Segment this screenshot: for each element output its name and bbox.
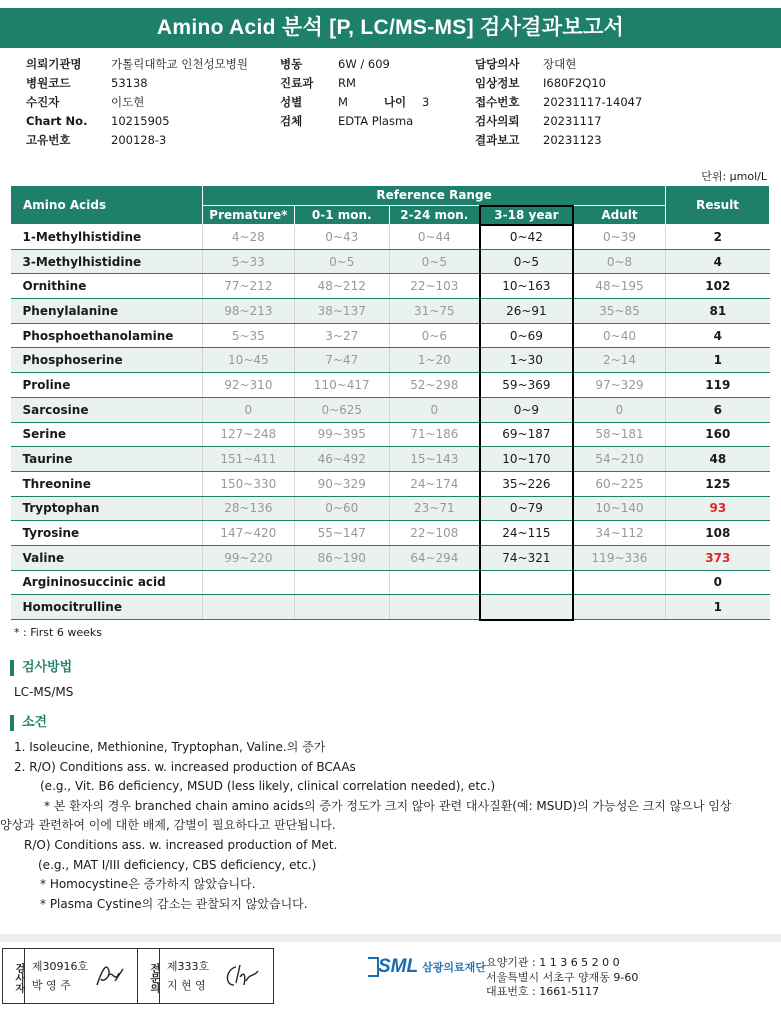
range-cell-adult: 60~225 xyxy=(573,471,666,496)
header-adult: Adult xyxy=(573,206,666,225)
info-value: 이도현 xyxy=(111,95,145,109)
range-cell-m0_1: 0~625 xyxy=(294,397,389,422)
range-cell-m2_24: 64~294 xyxy=(389,545,480,570)
table-row xyxy=(11,249,770,274)
info-label: Chart No. xyxy=(26,114,88,128)
range-cell-adult: 35~85 xyxy=(573,299,666,324)
range-cell-m0_1: 38~137 xyxy=(294,299,389,324)
table-row xyxy=(11,595,770,620)
result-value: 108 xyxy=(666,521,770,546)
range-cell-m2_24: 71~186 xyxy=(389,422,480,447)
amino-acid-name: Tryptophan xyxy=(11,496,203,521)
range-cell-y3_18: 59~369 xyxy=(480,373,573,398)
header-3-18-year: 3-18 year xyxy=(480,206,573,225)
range-cell-adult xyxy=(573,595,666,620)
range-cell-m0_1: 46~492 xyxy=(294,447,389,472)
footer-divider xyxy=(0,934,781,942)
info-label: 수진자 xyxy=(26,95,60,109)
age-value: 3 xyxy=(421,95,430,109)
signature-box xyxy=(2,948,274,1004)
range-cell-m2_24: 22~103 xyxy=(389,274,480,299)
table-row xyxy=(11,373,770,398)
range-cell-m2_24: 23~71 xyxy=(389,496,480,521)
result-value: 4 xyxy=(666,249,770,274)
unit-label: 단위: μmol/L xyxy=(701,170,767,183)
range-cell-m2_24: 0~44 xyxy=(389,225,480,250)
result-value: 125 xyxy=(666,471,770,496)
range-cell-premature xyxy=(202,595,294,620)
info-value: 장대현 xyxy=(543,57,577,71)
range-cell-adult xyxy=(573,570,666,595)
table-row xyxy=(11,545,770,570)
age-label: 나이 xyxy=(383,95,407,109)
examiner-license: 제30916호 xyxy=(31,960,89,973)
amino-acid-name: Tyrosine xyxy=(11,521,203,546)
result-value: 2 xyxy=(666,225,770,250)
table-row xyxy=(11,274,770,299)
table-row xyxy=(11,299,770,324)
range-cell-m0_1: 90~329 xyxy=(294,471,389,496)
range-cell-y3_18: 35~226 xyxy=(480,471,573,496)
patient-info-middle xyxy=(280,55,429,131)
info-value: 10215905 xyxy=(111,114,170,128)
info-label: 임상정보 xyxy=(475,76,520,90)
range-cell-m2_24 xyxy=(389,595,480,620)
result-value: 0 xyxy=(666,570,770,595)
opinion-line: * Homocystine은 증가하지 않았습니다. xyxy=(40,877,256,892)
info-value: RM xyxy=(338,76,356,90)
table-row xyxy=(11,521,770,546)
range-cell-adult: 2~14 xyxy=(573,348,666,373)
range-cell-m0_1: 110~417 xyxy=(294,373,389,398)
amino-acid-table xyxy=(10,185,770,621)
amino-acid-name: Phosphoserine xyxy=(11,348,203,373)
range-cell-m0_1: 3~27 xyxy=(294,323,389,348)
range-cell-m2_24 xyxy=(389,570,480,595)
opinion-line: * Plasma Cystine의 감소는 관찰되지 않았습니다. xyxy=(40,896,308,911)
range-cell-m2_24: 0~6 xyxy=(389,323,480,348)
range-cell-y3_18: 26~91 xyxy=(480,299,573,324)
table-row xyxy=(11,397,770,422)
header-2-24-mon: 2-24 mon. xyxy=(389,206,480,225)
range-cell-adult: 119~336 xyxy=(573,545,666,570)
info-label: 검체 xyxy=(280,114,303,128)
logo-text: SML xyxy=(378,956,419,977)
range-cell-m0_1: 0~5 xyxy=(294,249,389,274)
amino-acid-name: Valine xyxy=(11,545,203,570)
opinion-line: 2. R/O) Conditions ass. w. increased production of BCAAs xyxy=(14,759,356,774)
address: 서울특별시 서초구 양재동 9-60 xyxy=(486,970,639,984)
header-amino-acids: Amino Acids xyxy=(11,186,203,225)
range-cell-premature: 151~411 xyxy=(202,447,294,472)
header-result: Result xyxy=(666,186,770,225)
amino-acid-name: Phenylalanine xyxy=(11,299,203,324)
range-cell-y3_18: 24~115 xyxy=(480,521,573,546)
info-row xyxy=(26,131,248,150)
amino-acid-name: Ornithine xyxy=(11,274,203,299)
range-cell-m2_24: 31~75 xyxy=(389,299,480,324)
range-cell-m0_1: 7~47 xyxy=(294,348,389,373)
institution-info xyxy=(486,956,638,1000)
examiner-label: 검사자 xyxy=(3,949,25,1003)
care-code: 요양기관 : 1 1 3 6 5 2 0 0 xyxy=(486,956,620,969)
opinion-line: * 본 환자의 경우 branched chain amino acids의 증가 정도가 크지 않아 관련 대사질환(예: MSUD)의 가능성은 크지 않으나 임상 xyxy=(44,798,732,813)
result-value: 373 xyxy=(666,545,770,570)
info-label: 검사의뢰 xyxy=(475,114,520,128)
range-cell-y3_18: 0~69 xyxy=(480,323,573,348)
info-label: 진료과 xyxy=(280,76,314,90)
range-cell-y3_18: 0~9 xyxy=(480,397,573,422)
range-cell-premature: 92~310 xyxy=(202,373,294,398)
info-value: 53138 xyxy=(111,76,148,90)
reviewer-cell xyxy=(160,949,273,1003)
info-value: 200128-3 xyxy=(111,133,167,147)
info-value: 20231117 xyxy=(543,114,602,128)
range-cell-y3_18: 10~170 xyxy=(480,447,573,472)
amino-acid-name: Serine xyxy=(11,422,203,447)
header-0-1-mon: 0-1 mon. xyxy=(294,206,389,225)
range-cell-premature: 150~330 xyxy=(202,471,294,496)
result-value: 48 xyxy=(666,447,770,472)
range-cell-premature: 5~35 xyxy=(202,323,294,348)
table-row xyxy=(11,348,770,373)
range-cell-adult: 0~8 xyxy=(573,249,666,274)
range-cell-m0_1 xyxy=(294,595,389,620)
result-value: 1 xyxy=(666,595,770,620)
table-row xyxy=(11,422,770,447)
range-cell-premature: 10~45 xyxy=(202,348,294,373)
range-cell-premature: 127~248 xyxy=(202,422,294,447)
range-cell-adult: 0~39 xyxy=(573,225,666,250)
opinion-line: 양상과 관련하여 이에 대한 배제, 감별이 필요하다고 판단됩니다. xyxy=(0,818,336,833)
amino-acid-name: Argininosuccinic acid xyxy=(11,570,203,595)
header-reference-range: Reference Range xyxy=(202,186,665,206)
range-cell-m0_1: 99~395 xyxy=(294,422,389,447)
range-cell-m0_1: 0~60 xyxy=(294,496,389,521)
report-title: Amino Acid 분석 [P, LC/MS-MS] 검사결과보고서 xyxy=(0,8,781,48)
info-row xyxy=(475,74,642,93)
info-value: 20231117-14047 xyxy=(543,95,643,109)
range-cell-premature: 99~220 xyxy=(202,545,294,570)
info-row xyxy=(26,112,248,131)
opinion-line: 1. Isoleucine, Methionine, Tryptophan, Valine.의 증가 xyxy=(14,740,326,754)
reviewer-signature-icon xyxy=(222,961,262,991)
opinion-text xyxy=(0,738,764,914)
range-cell-adult: 58~181 xyxy=(573,422,666,447)
patient-info-left xyxy=(26,55,248,150)
opinion-heading: 소견 xyxy=(10,715,47,731)
result-value: 81 xyxy=(666,299,770,324)
info-label: 병원코드 xyxy=(26,76,71,90)
info-label: 담당의사 xyxy=(475,57,520,71)
range-cell-adult: 0~40 xyxy=(573,323,666,348)
info-value: 가톨릭대학교 인천성모병원 xyxy=(111,57,248,71)
info-label: 결과보고 xyxy=(475,133,520,147)
opinion-line: (e.g., MAT I/III deficiency, CBS deficiency, etc.) xyxy=(38,857,317,872)
range-cell-m0_1 xyxy=(294,570,389,595)
reviewer-label: 전문의 xyxy=(138,949,160,1003)
amino-acid-name: Sarcosine xyxy=(11,397,203,422)
info-row xyxy=(475,55,642,74)
range-cell-adult: 54~210 xyxy=(573,447,666,472)
info-value: M xyxy=(338,95,348,109)
result-value: 119 xyxy=(666,373,770,398)
table-row xyxy=(11,570,770,595)
range-cell-m0_1: 86~190 xyxy=(294,545,389,570)
amino-acid-name: Taurine xyxy=(11,447,203,472)
table-row xyxy=(11,225,770,250)
reviewer-name: 지 현 영 xyxy=(166,979,206,992)
range-cell-y3_18: 0~42 xyxy=(480,225,573,250)
range-cell-m2_24: 22~108 xyxy=(389,521,480,546)
info-row xyxy=(26,55,248,74)
range-cell-m2_24: 15~143 xyxy=(389,447,480,472)
info-row xyxy=(475,131,642,150)
examiner-name: 박 영 주 xyxy=(31,979,71,992)
range-cell-m2_24: 24~174 xyxy=(389,471,480,496)
range-cell-m2_24: 1~20 xyxy=(389,348,480,373)
range-cell-premature: 4~28 xyxy=(202,225,294,250)
patient-info-right xyxy=(475,55,642,150)
info-value: EDTA Plasma xyxy=(338,114,414,128)
range-cell-m0_1: 55~147 xyxy=(294,521,389,546)
range-cell-premature xyxy=(202,570,294,595)
result-value: 6 xyxy=(666,397,770,422)
table-row xyxy=(11,323,770,348)
examiner-cell xyxy=(25,949,138,1003)
info-label: 고유번호 xyxy=(26,133,71,147)
table-row xyxy=(11,471,770,496)
range-cell-adult: 97~329 xyxy=(573,373,666,398)
method-text: LC-MS/MS xyxy=(14,685,74,699)
result-value: 160 xyxy=(666,422,770,447)
range-cell-adult: 48~195 xyxy=(573,274,666,299)
range-cell-adult: 10~140 xyxy=(573,496,666,521)
info-label: 성별 xyxy=(280,95,303,109)
range-cell-y3_18 xyxy=(480,570,573,595)
info-value: I680F2Q10 xyxy=(543,76,606,90)
opinion-line: (e.g., Vit. B6 deficiency, MSUD (less likely, clinical correlation needed), etc.) xyxy=(40,779,496,794)
result-value: 93 xyxy=(666,496,770,521)
info-value: 20231123 xyxy=(543,133,602,147)
range-cell-premature: 98~213 xyxy=(202,299,294,324)
amino-acid-name: Phosphoethanolamine xyxy=(11,323,203,348)
info-row xyxy=(26,93,248,112)
org-name: 삼광의료재단 xyxy=(422,961,486,974)
range-cell-y3_18: 69~187 xyxy=(480,422,573,447)
range-cell-m0_1: 48~212 xyxy=(294,274,389,299)
range-cell-y3_18 xyxy=(480,595,573,620)
amino-acid-name: Threonine xyxy=(11,471,203,496)
result-value: 102 xyxy=(666,274,770,299)
range-cell-m2_24: 0 xyxy=(389,397,480,422)
amino-acid-name: Homocitrulline xyxy=(11,595,203,620)
reviewer-license: 제333호 xyxy=(166,960,210,973)
header-premature: Premature* xyxy=(202,206,294,225)
opinion-line: R/O) Conditions ass. w. increased production of Met. xyxy=(24,837,338,852)
range-cell-adult: 0 xyxy=(573,397,666,422)
range-cell-premature: 0 xyxy=(202,397,294,422)
range-cell-premature: 147~420 xyxy=(202,521,294,546)
range-cell-y3_18: 0~5 xyxy=(480,249,573,274)
method-heading: 검사방법 xyxy=(10,660,72,676)
table-row xyxy=(11,447,770,472)
footnote: * : First 6 weeks xyxy=(14,626,102,639)
result-value: 1 xyxy=(666,348,770,373)
examiner-signature-icon xyxy=(93,961,127,991)
range-cell-premature: 77~212 xyxy=(202,274,294,299)
info-label: 접수번호 xyxy=(475,95,520,109)
info-row xyxy=(475,93,642,112)
range-cell-y3_18: 1~30 xyxy=(480,348,573,373)
phone: 대표번호 : 1661-5117 xyxy=(486,985,600,998)
range-cell-m2_24: 0~5 xyxy=(389,249,480,274)
info-row xyxy=(26,74,248,93)
amino-acid-name: 1-Methylhistidine xyxy=(11,225,203,250)
amino-acid-name: Proline xyxy=(11,373,203,398)
range-cell-y3_18: 0~79 xyxy=(480,496,573,521)
range-cell-premature: 5~33 xyxy=(202,249,294,274)
info-value: 6W / 609 xyxy=(338,57,390,71)
table-row xyxy=(11,496,770,521)
range-cell-adult: 34~112 xyxy=(573,521,666,546)
info-row xyxy=(475,112,642,131)
range-cell-y3_18: 74~321 xyxy=(480,545,573,570)
institution-logo xyxy=(366,956,486,978)
amino-acid-name: 3-Methylhistidine xyxy=(11,249,203,274)
range-cell-premature: 28~136 xyxy=(202,496,294,521)
range-cell-y3_18: 10~163 xyxy=(480,274,573,299)
result-value: 4 xyxy=(666,323,770,348)
range-cell-m0_1: 0~43 xyxy=(294,225,389,250)
range-cell-m2_24: 52~298 xyxy=(389,373,480,398)
info-label: 의뢰기관명 xyxy=(26,57,82,71)
info-label: 병동 xyxy=(280,57,303,71)
